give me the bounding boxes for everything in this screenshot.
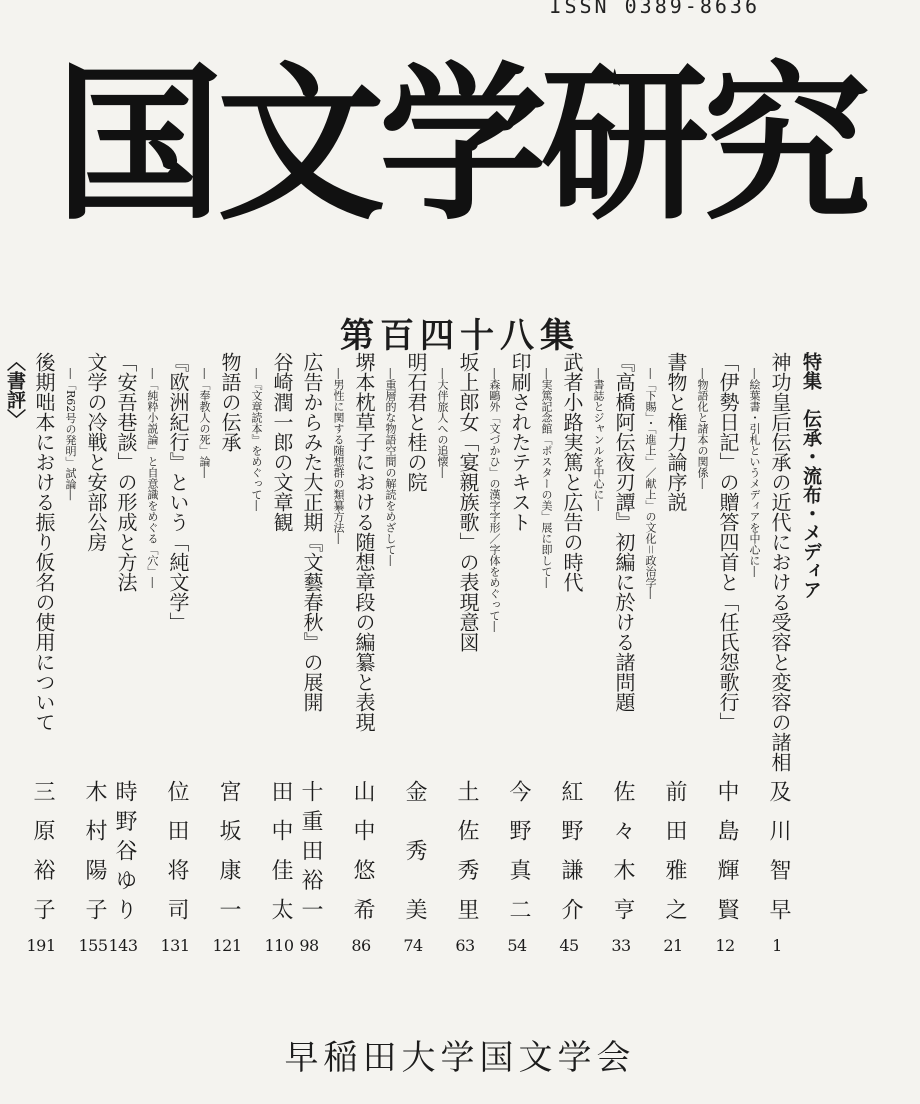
toc-title: 書物と権力論序説 (664, 352, 688, 512)
toc-subtitle: ―実篤記念館「ポスターの美」展に即して― (540, 368, 553, 588)
toc-heading: 特集 伝承・流布・メディア (800, 352, 822, 599)
toc-subtitle: ―絵葉書・引札というメディアを中心に― (748, 368, 761, 577)
toc-author: 宮坂康一 (216, 780, 241, 920)
toc-page-number: 191 (26, 936, 56, 955)
toc-page-number: 121 (212, 936, 242, 955)
issue-number: 第百四十八集 (340, 316, 580, 356)
toc-author: 金秀美 (402, 780, 427, 920)
toc-author: 紅野謙介 (558, 780, 583, 920)
toc-page-number: 45 (559, 936, 579, 955)
toc-page-number: 1 (772, 936, 782, 955)
toc-page-number: 143 (108, 936, 138, 955)
toc-author: 土佐秀里 (454, 780, 479, 920)
toc-author: 前田雅之 (662, 780, 687, 920)
toc-author: 三原裕子 (30, 780, 55, 920)
toc-subtitle: ―「下賜」・「進上」／献上」の文化＝政治学― (644, 368, 657, 599)
toc-author: 位田将司 (164, 780, 189, 920)
toc-page-number: 86 (351, 936, 371, 955)
toc-author: 田中佳太 (268, 780, 293, 920)
toc-title: 堺本枕草子における随想章段の編纂と表現 (352, 352, 376, 732)
toc-title: 広告からみた大正期『文藝春秋』の展開 (300, 352, 324, 712)
toc-page-number: 21 (663, 936, 683, 955)
toc-title: 『欧洲紀行』という「純文学」 (166, 352, 190, 632)
toc-title: 明石君と桂の院 (404, 352, 428, 492)
toc-page-number: 74 (403, 936, 423, 955)
toc-page-number: 155 (78, 936, 108, 955)
toc-subtitle: ―「純粋小説論」と自意識をめぐる「穴」― (146, 368, 159, 588)
toc-author: 佐々木亨 (610, 780, 635, 920)
toc-page-number: 54 (507, 936, 527, 955)
toc-title: 「伊勢日記」の贈答四首と「任氏怨歌行」 (716, 352, 740, 732)
toc-page-number: 131 (160, 936, 190, 955)
toc-title: 『高橋阿伝夜刃譚』初編に於ける諸問題 (612, 352, 636, 712)
issn-number: ISSN 0389-8636 (549, 0, 760, 18)
toc-subtitle: ―男性に関する随想群の類纂方法― (332, 368, 345, 544)
toc-title: 「安吾巷談」の形成と方法 (114, 352, 138, 592)
toc-title: 印刷されたテキスト (508, 352, 532, 532)
toc-title: 坂上郎女「宴親族歌」の表現意図 (456, 352, 480, 652)
toc-heading: 〈書評〉 (4, 352, 26, 428)
toc-title: 神功皇后伝承の近代における受容と変容の諸相 (768, 352, 792, 772)
toc-subtitle: ―書誌とジャンルを中心に― (592, 368, 605, 511)
toc-page-number: 63 (455, 936, 475, 955)
toc-subtitle: ―『文章読本』をめぐって― (250, 368, 263, 511)
toc-page-number: 12 (715, 936, 735, 955)
toc-title: 物語の伝承 (218, 352, 242, 452)
toc-title: 文学の冷戦と安部公房 (84, 352, 108, 552)
toc-subtitle: ―物語化と諸本の関係― (696, 368, 709, 489)
toc-page-number: 98 (299, 936, 319, 955)
toc-page-number: 33 (611, 936, 631, 955)
toc-subtitle: ―森鷗外「文づかひ」の漢字字形／字体をめぐって― (488, 368, 501, 632)
toc-author: 及川智早 (766, 780, 791, 920)
toc-title: 武者小路実篤と広告の時代 (560, 352, 584, 592)
toc-subtitle: ―重層的な物語空間の解読をめざして― (384, 368, 397, 566)
toc-title: 谷崎潤一郎の文章観 (270, 352, 294, 532)
toc-title: 後期咄本における振り仮名の使用について (32, 352, 56, 732)
toc-author: 中島輝賢 (714, 780, 739, 920)
toc-author: 時野谷ゆり (112, 780, 137, 920)
toc-page-number: 110 (264, 936, 294, 955)
toc-subtitle: ―「R62号の発明」試論― (64, 368, 77, 501)
publisher-name: 早稲田大学国文学会 (284, 1038, 636, 1078)
toc-author: 十重田裕一 (298, 780, 323, 920)
toc-subtitle: ―「奉教人の死」論― (198, 368, 211, 478)
toc-subtitle: ―大伴旅人への追懐― (436, 368, 449, 478)
toc-author: 木村陽子 (82, 780, 107, 920)
journal-title: 国文学研究 (55, 45, 865, 243)
toc-author: 山中悠希 (350, 780, 375, 920)
toc-author: 今野真二 (506, 780, 531, 920)
